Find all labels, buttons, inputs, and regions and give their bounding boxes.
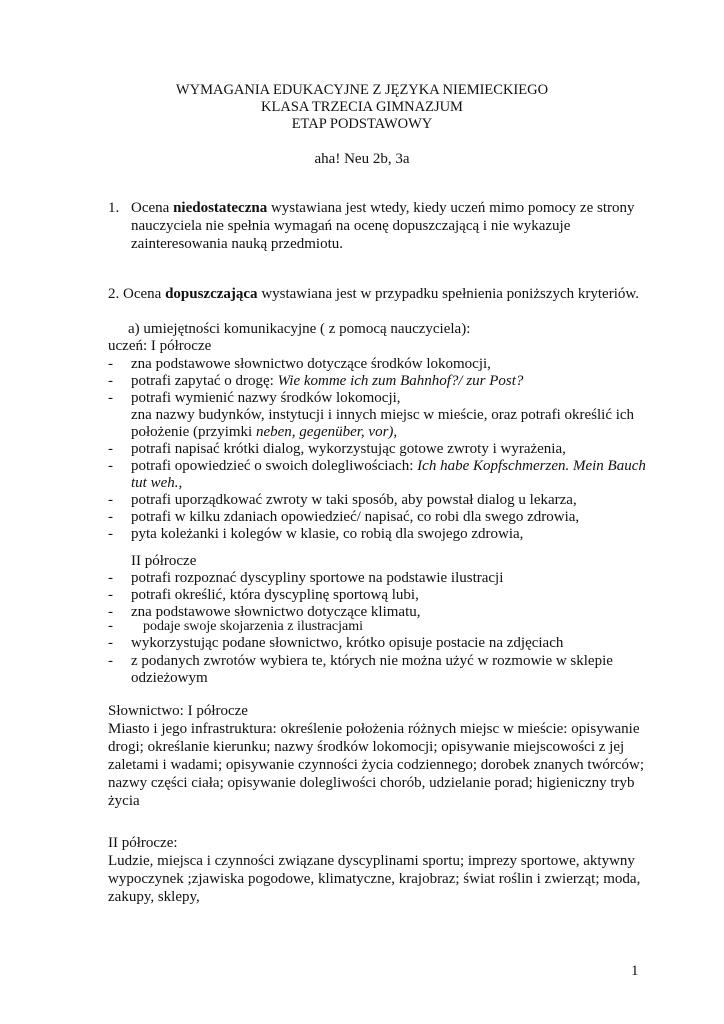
section1-number: 1. bbox=[108, 200, 120, 216]
vocab-heading-sem2: II półrocze: bbox=[108, 835, 178, 851]
list-item: potrafi rozpoznać dyscypliny sportowe na podstawie ilustracji bbox=[131, 570, 504, 586]
vocab-paragraph-line: Miasto i jego infrastruktura: określenie położenia różnych miejsc w mieście: opisywanie bbox=[108, 721, 640, 737]
section1-line3: zainteresowania nauką przedmiotu. bbox=[131, 236, 343, 252]
vocab-paragraph-line: wypoczynek ;zjawiska pogodowe, klimatyczne, krajobraz; świat roślin i zwierząt; moda, bbox=[108, 871, 641, 887]
list-item: potrafi uporządkować zwroty w taki sposób, aby powstał dialog u lekarza, bbox=[131, 492, 577, 508]
list-dash: - bbox=[108, 618, 113, 634]
list-dash: - bbox=[108, 604, 113, 620]
list-item-continuation: odzieżowym bbox=[131, 670, 208, 686]
document-subtitle-stage: ETAP PODSTAWOWY bbox=[291, 116, 433, 132]
section1-line1: Ocena niedostateczna wystawiana jest wtedy, kiedy uczeń mimo pomocy ze strony bbox=[131, 200, 635, 216]
vocab-paragraph-line: zakupy, sklepy, bbox=[108, 889, 200, 905]
list-dash: - bbox=[108, 373, 113, 389]
list-item: wykorzystując podane słownictwo, krótko opisuje postacie na zdjęciach bbox=[131, 635, 564, 651]
section2-heading: 2. Ocena dopuszczająca wystawiana jest w przypadku spełnienia poniższych kryteriów. bbox=[108, 286, 639, 302]
list-item: potrafi zapytać o drogę: Wie komme ich zum Bahnhof?/ zur Post? bbox=[131, 373, 524, 389]
list-item: potrafi określić, która dyscyplinę sportową lubi, bbox=[131, 587, 419, 603]
list-dash: - bbox=[108, 356, 113, 372]
vocab-paragraph-line: drogi; określanie kierunku; nazwy środków lokomocji; opisywanie miejscowości z jej bbox=[108, 739, 625, 755]
document-subtitle-class: KLASA TRZECIA GIMNAZJUM bbox=[261, 99, 463, 115]
section1-line2: nauczyciela nie spełnia wymagań na ocenę dopuszczającą i nie wykazuje bbox=[131, 218, 571, 234]
grade-niedostateczna: niedostateczna bbox=[173, 200, 268, 216]
list-dash: - bbox=[108, 441, 113, 457]
list-dash: - bbox=[108, 390, 113, 406]
list-dash: - bbox=[108, 653, 113, 669]
list-dash: - bbox=[108, 570, 113, 586]
vocab-heading-sem1: Słownictwo: I półrocze bbox=[108, 703, 248, 719]
list-dash: - bbox=[108, 492, 113, 508]
vocab-paragraph-line: nazwy części ciała; opisywanie dolegliwości chorób, udzielanie porad; higieniczny tryb bbox=[108, 775, 635, 791]
list-item: potrafi napisać krótki dialog, wykorzystując gotowe zwroty i wyrażenia, bbox=[131, 441, 566, 457]
grade-dopuszczajaca: dopuszczająca bbox=[165, 286, 258, 302]
list-item: zna podstawowe słownictwo dotyczące klimatu, bbox=[131, 604, 421, 620]
list-dash: - bbox=[108, 635, 113, 651]
vocab-paragraph-line: Ludzie, miejsca i czynności związane dyscyplinami sportu; imprezy sportowe, aktywny bbox=[108, 853, 635, 869]
list-dash: - bbox=[108, 509, 113, 525]
list-item: pyta koleżanki i kolegów w klasie, co robią dla swojego zdrowia, bbox=[131, 526, 524, 542]
list-item-continuation: tut weh., bbox=[131, 475, 183, 491]
list-dash: - bbox=[108, 526, 113, 542]
list-item: potrafi wymienić nazwy środków lokomocji, bbox=[131, 390, 401, 406]
list-item: podaje swoje skojarzenia z ilustracjami bbox=[143, 619, 364, 634]
semester2-label: II półrocze bbox=[131, 553, 197, 569]
list-item: potrafi opowiedzieć o swoich dolegliwościach: Ich habe Kopfschmerzen. Mein Bauch bbox=[131, 458, 646, 474]
list-dash: - bbox=[108, 458, 113, 474]
list-dash: - bbox=[108, 587, 113, 603]
page-number: 1 bbox=[631, 963, 639, 979]
list-item: potrafi w kilku zdaniach opowiedzieć/ napisać, co robi dla swego zdrowia, bbox=[131, 509, 580, 525]
list-item-continuation: położenie (przyimki neben, gegenüber, vor), bbox=[131, 424, 398, 440]
section2-subheading: a) umiejętności komunikacyjne ( z pomocą nauczyciela): bbox=[128, 321, 471, 337]
vocab-paragraph-line: zaletami i wadami; opisywanie czynności życia codziennego; dorobek znanych twórców; bbox=[108, 757, 645, 773]
list-item: z podanych zwrotów wybiera te, których nie można użyć w rozmowie w sklepie bbox=[131, 653, 613, 669]
list-item-continuation: zna nazwy budynków, instytucji i innych miejsc w mieście, oraz potrafi określić ich bbox=[131, 407, 635, 423]
vocab-paragraph-line: życia bbox=[108, 793, 140, 809]
list-item: zna podstawowe słownictwo dotyczące środków lokomocji, bbox=[131, 356, 491, 372]
textbook-name: aha! Neu 2b, 3a bbox=[314, 151, 410, 167]
document-title: WYMAGANIA EDUKACYJNE Z JĘZYKA NIEMIECKIEGO bbox=[175, 82, 549, 98]
semester1-label: uczeń: I półrocze bbox=[108, 338, 212, 354]
